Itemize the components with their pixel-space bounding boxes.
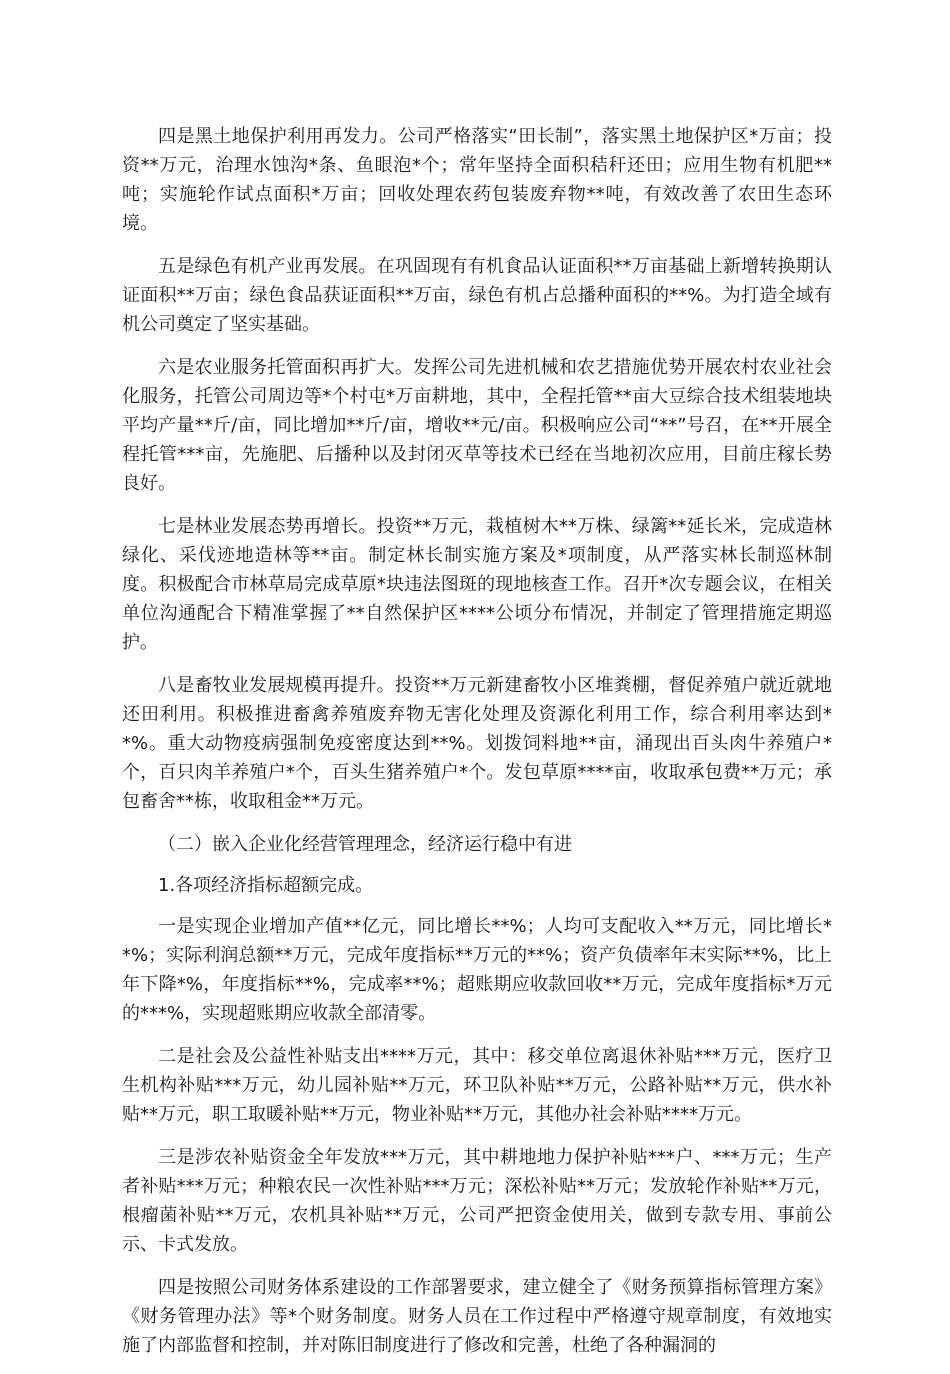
document-body	[122, 122, 832, 1374]
paragraph-forestry-development: 七是林业发展态势再增长。投资**万元，栽植树木**万株、绿篱**延长米，完成造林绿化、采伐迹地造林等**亩。制定林长制实施方案及*项制度，从严落实林长制巡林制度。积极配合市林草局完成草原*块违法图斑的现地核查工作。召开*次专题会议，在相关单位沟通配合下精准掌握了**自然保护区****公顷分布情况，并制定了管理措施定期巡护。	[122, 516, 832, 653]
paragraph-financial-system: 四是按照公司财务体系建设的工作部署要求，建立健全了《财务预算指标管理方案》《财务管理办法》等*个财务制度。财务人员在工作过程中严格遵守规章制度，有效地实施了内部监督和控制，并对陈旧制度进行了修改和完善，杜绝了各种漏洞的	[122, 1277, 832, 1356]
paragraph-animal-husbandry: 八是畜牧业发展规模再提升。投资**万元新建畜牧小区堆粪棚，督促养殖户就近就地还田利用。积极推进畜禽养殖废弃物无害化处理及资源化利用工作，综合利用率达到**%。重大动物疫病强制免疫密度达到**%。划拨饲料地**亩，涌现出百头肉牛养殖户*个，百只肉羊养殖户*个，百头生猪养殖户*个。发包草原****亩，收取承包费**万元；承包畜舍**栋，收取租金**万元。	[122, 675, 832, 812]
paragraph-green-organic-industry: 五是绿色有机产业再发展。在巩固现有有机食品认证面积**万亩基础上新增转换期认证面积**万亩；绿色食品获证面积**万亩，绿色有机占总播种面积的**%。为打造全域有机公司奠定了坚实基础。	[122, 256, 832, 335]
paragraph-black-soil-protection: 四是黑土地保护利用再发力。公司严格落实“田长制”，落实黑土地保护区*万亩；投资**万元，治理水蚀沟*条、鱼眼泡*个；常年坚持全面积秸秆还田；应用生物有机肥**吨；实施轮作试点面积*万亩；回收处理农药包装废弃物**吨，有效改善了农田生态环境。	[122, 126, 832, 234]
paragraph-agricultural-service-trusteeship: 六是农业服务托管面积再扩大。发挥公司先进机械和农艺措施优势开展农村农业社会化服务，托管公司周边等*个村屯*万亩耕地，其中，全程托管**亩大豆综合技术组装地块平均产量**斤/亩，同比增加**斤/亩，增收**元/亩。积极响应公司“**”号召，在**开展全程托管***亩，先施肥、后播种以及封闭灭草等技术已经在当地初次应用，目前庄稼长势良好。	[122, 357, 832, 494]
paragraph-agricultural-subsidies: 三是涉农补贴资金全年发放***万元，其中耕地地力保护补贴***户、***万元；生产者补贴***万元；种粮农民一次性补贴***万元；深松补贴**万元；发放轮作补贴**万元，根瘤菌补贴**万元，农机具补贴**万元，公司严把资金使用关，做到专款专用、事前公示、卡式发放。	[122, 1147, 832, 1255]
paragraph-social-subsidies: 二是社会及公益性补贴支出****万元，其中：移交单位离退休补贴***万元，医疗卫生机构补贴***万元，幼儿园补贴**万元，环卫队补贴**万元，公路补贴**万元，供水补贴**万元，职工取暖补贴**万元，物业补贴**万元，其他办社会补贴****万元。	[122, 1046, 832, 1125]
subsection-heading-economic-indicators: 1.各项经济指标超额完成。	[158, 875, 374, 896]
section-heading-enterprise-management: （二）嵌入企业化经营管理理念，经济运行稳中有进	[158, 834, 572, 855]
paragraph-enterprise-output: 一是实现企业增加产值**亿元，同比增长**%；人均可支配收入**万元，同比增长**%；实际利润总额**万元，完成年度指标**万元的**%；资产负债率年末实际**%，比上年下降*%，年度指标**%，完成率**%；超账期应收款回收**万元，完成年度指标*万元的***%，实现超账期应收款全部清零。	[122, 916, 832, 1024]
